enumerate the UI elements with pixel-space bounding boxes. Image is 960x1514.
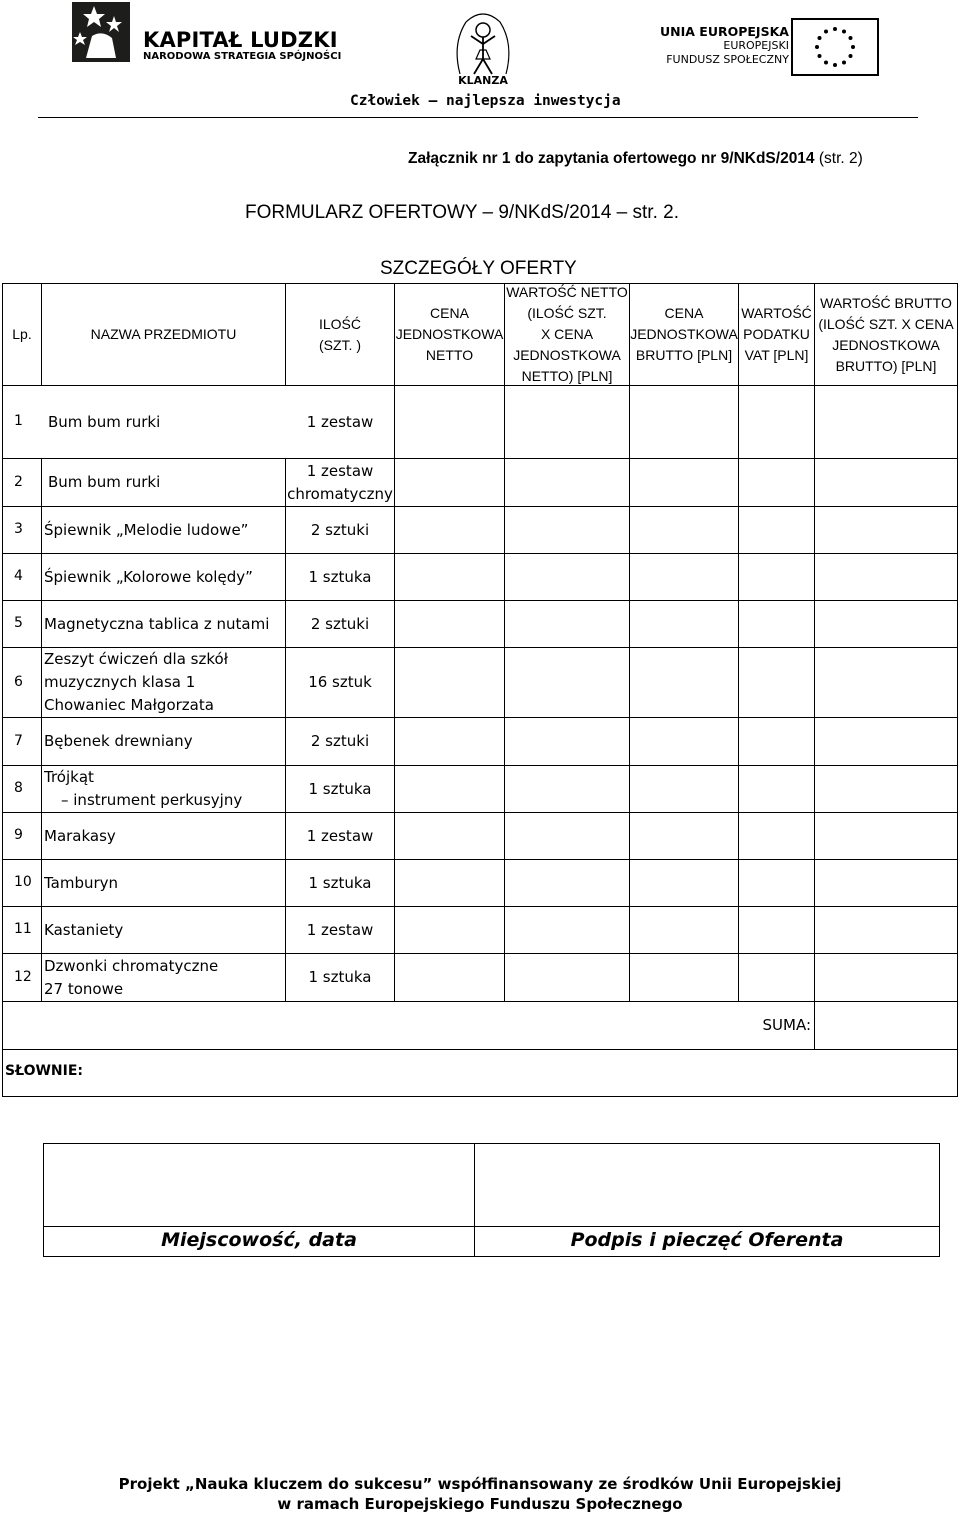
cell-vat[interactable] [738,506,815,554]
header-qty-l2: (SZT. ) [319,336,361,353]
cell-value-net[interactable] [504,717,630,766]
place-date-label: Miejscowość, data [161,1229,357,1251]
row-item-name [48,471,160,494]
cell-unit-net[interactable] [394,859,505,907]
cell-vat[interactable] [738,953,815,1002]
row-item-name-line: Śpiewnik „Melodie ludowe” [44,520,249,539]
row-item-name-line: – instrument perkusyjny [61,791,243,809]
row-lp: 5 [14,615,23,631]
header-val-gross-l1: WARTOŚĆ BRUTTO [820,294,952,311]
row-item-name [44,955,218,1001]
cell-value-net[interactable] [504,553,630,601]
words-row[interactable] [2,1049,958,1097]
cell-unit-gross[interactable] [629,859,739,907]
cell-value-gross[interactable] [814,506,958,554]
sum-row-label-cell [2,1001,815,1050]
header-name [41,283,286,386]
cell-vat[interactable] [738,553,815,601]
row-quantity-line: 1 sztuka [308,779,372,798]
ue-line3: FUNDUSZ SPOŁECZNY [666,53,789,66]
header-qty-l1: ILOŚĆ [318,315,361,332]
row-quantity-line: 1 zestaw [306,920,374,939]
cell-value-net[interactable] [504,600,630,648]
tagline: Człowiek – najlepsza inwestycja [350,93,621,109]
signature-label: Podpis i pieczęć Oferenta [570,1229,844,1251]
row-quantity-line: 1 sztuka [308,873,372,892]
klanza-name: KLANZA [458,74,508,87]
header-unit-net-l2: JEDNOSTKOWA [395,326,504,342]
row-item-name-line: Tamburyn [44,873,119,892]
row-item-name [44,919,123,942]
row-quantity-line: 2 sztuki [310,614,370,633]
row-item-name-line: Magnetyczna tablica z nutami [44,614,270,633]
cell-unit-gross[interactable] [629,953,739,1002]
cell-value-gross[interactable] [814,812,958,860]
ue-line1: UNIA EUROPEJSKA [660,24,789,39]
eu-stars-icon [793,20,877,74]
eu-flag [791,18,879,76]
cell-vat[interactable] [738,859,815,907]
row-quantity [285,460,395,506]
header-val-net-l1: WARTOŚĆ NETTO [506,284,628,300]
row-quantity-line: 1 zestaw [306,412,374,431]
header-lp [2,283,42,386]
cell-value-net[interactable] [504,906,630,954]
row-quantity [285,730,395,753]
row-lp: 8 [14,780,23,796]
cell-value-gross[interactable] [814,953,958,1002]
cell-unit-net[interactable] [394,458,505,507]
header-unit-gross [629,283,739,386]
row-quantity-line: 1 sztuka [308,968,372,986]
ue-line2: EUROPEJSKI [723,39,789,52]
header-val-gross-l3: JEDNOSTKOWA [832,336,940,353]
row-item-name-line: Trójkąt [44,768,94,786]
cell-unit-gross[interactable] [629,506,739,554]
row-quantity [285,919,395,942]
cell-value-gross[interactable] [814,647,958,718]
row-item-name [44,566,253,589]
kapital-ludzki-title: KAPITAŁ LUDZKI [143,28,338,52]
signature-field[interactable] [474,1143,940,1227]
header-divider [38,117,918,118]
cell-unit-gross[interactable] [629,458,739,507]
header-unit-gross-l1: CENA [664,305,704,321]
cell-value-gross[interactable] [814,765,958,813]
cell-unit-gross[interactable] [629,717,739,766]
cell-value-gross[interactable] [814,717,958,766]
row-lp: 2 [14,473,23,490]
cell-unit-net[interactable] [394,647,505,718]
attachment-line [408,150,863,168]
row-item-name-line: Dzwonki chromatyczne [44,956,219,975]
klanza-logo [446,4,520,90]
row-item-name-line: Marakasy [44,826,116,845]
form-title: FORMULARZ OFERTOWY – 9/NKdS/2014 – str. 2. [245,202,679,223]
row-item-name [48,411,160,434]
row-item-name-line: Chowaniec Małgorzata [44,696,214,714]
cell-unit-gross[interactable] [629,812,739,860]
row-quantity [285,872,395,895]
row-quantity-line: 2 sztuki [310,732,370,750]
kapital-ludzki-logo [72,2,130,62]
row-item-name-line: Bębenek drewniany [44,732,193,750]
cell-vat[interactable] [738,458,815,507]
row-quantity-line: 1 sztuka [308,567,372,586]
cell-value-net[interactable] [504,506,630,554]
row-lp: 10 [14,874,32,890]
row-quantity-line: 1 zestaw [306,461,374,480]
words-label: SŁOWNIE: [5,1063,84,1079]
row-item-name [44,613,269,636]
cell-value-net[interactable] [504,647,630,718]
section-title: SZCZEGÓŁY OFERTY [380,258,577,279]
row-item-name-line: Bum bum rurki [48,473,161,491]
cell-unit-gross[interactable] [629,647,739,718]
cell-vat[interactable] [738,385,815,459]
cell-value-gross[interactable] [814,600,958,648]
row-item-name [44,519,248,542]
header-name-label: NAZWA PRZEDMIOTU [90,326,237,342]
row-item-name-line: muzycznych klasa 1 [44,673,196,691]
row-item-name-line: Śpiewnik „Kolorowe kolędy” [44,567,253,586]
header-qty [285,283,395,386]
cell-unit-net[interactable] [394,717,505,766]
header-value-gross [814,283,958,386]
header-unit-net [394,283,505,386]
row-quantity-line: 2 sztuki [310,520,370,539]
kapital-ludzki-subtitle: NARODOWA STRATEGIA SPÓJNOŚCI [143,51,342,62]
header-lp-label: Lp. [12,326,32,342]
row-quantity [285,411,395,434]
header-val-net-l3: X CENA [540,326,594,342]
cell-value-gross[interactable] [814,553,958,601]
row-quantity-line: chromatyczny [287,484,393,503]
row-lp: 6 [14,673,23,690]
row-lp: 4 [14,568,23,584]
cell-value-net[interactable] [504,859,630,907]
row-quantity [285,671,395,694]
cell-vat[interactable] [738,812,815,860]
header-unit-net-l3: NETTO [425,347,474,363]
cell-unit-gross[interactable] [629,765,739,813]
cell-unit-net[interactable] [394,906,505,954]
row-quantity [285,566,395,589]
row-quantity [285,966,395,989]
ue-text-block [660,25,789,67]
row-lp: 11 [14,921,32,937]
attachment-page: (str. 2) [814,150,863,167]
cell-unit-net[interactable] [394,600,505,648]
row-quantity-line: 16 sztuk [308,673,372,691]
footer-line1: Projekt „Nauka kluczem do sukcesu” współfinansowany ze środków Unii Europejskiej [118,1475,842,1493]
row-lp: 12 [14,968,32,985]
cell-vat[interactable] [738,765,815,813]
row-quantity [285,519,395,542]
row-item-name-line: Bum bum rurki [48,412,161,431]
header-val-net-l5: NETTO) [PLN] [521,368,613,384]
row-lp: 9 [14,827,23,843]
row-item-name-line: Kastaniety [44,920,124,939]
row-item-name [44,825,116,848]
cell-unit-gross[interactable] [629,553,739,601]
attachment-bold: Załącznik nr 1 do zapytania ofertowego nr 9/NKdS/2014 [408,150,815,167]
row-quantity [285,613,395,636]
row-lp: 1 [14,413,23,429]
cell-value-gross[interactable] [814,458,958,507]
cell-vat[interactable] [738,717,815,766]
kapital-ludzki-emblem-icon [72,2,130,62]
footer [0,1474,960,1514]
header-unit-net-l1: CENA [430,305,469,321]
cell-value-gross[interactable] [814,385,958,459]
cell-unit-net[interactable] [394,953,505,1002]
row-quantity [285,778,395,801]
header-vat-l3: VAT [PLN] [744,347,809,363]
sum-label: SUMA: [762,1016,811,1034]
place-date-field[interactable] [43,1143,475,1227]
footer-line2: w ramach Europejskiego Funduszu Społecznego [277,1495,683,1513]
cell-unit-gross[interactable] [629,906,739,954]
cell-unit-gross[interactable] [629,385,739,459]
row-lp: 7 [14,732,23,749]
row-quantity [285,825,395,848]
sum-value-cell[interactable] [814,1001,958,1050]
cell-value-gross[interactable] [814,859,958,907]
header-vat-l1: WARTOŚĆ [741,305,812,321]
header-val-net-l2: (ILOŚĆ SZT. [527,305,607,321]
row-item-name [44,872,118,895]
header-unit-gross-l2: JEDNOSTKOWA [630,326,738,342]
row-lp: 3 [14,521,23,537]
cell-unit-net[interactable] [394,812,505,860]
cell-unit-net[interactable] [394,765,505,813]
header-unit-gross-l3: BRUTTO [PLN] [635,347,733,363]
cell-value-net[interactable] [504,953,630,1002]
cell-value-net[interactable] [504,385,630,459]
cell-value-gross[interactable] [814,906,958,954]
header-value-net [504,283,630,386]
cell-unit-net[interactable] [394,553,505,601]
row-item-name [44,766,242,812]
row-item-name [44,730,193,753]
cell-vat[interactable] [738,906,815,954]
cell-value-net[interactable] [504,765,630,813]
header-val-net-l4: JEDNOSTKOWA [513,347,621,363]
cell-unit-net[interactable] [394,385,505,459]
header-val-gross-l2: (ILOŚĆ SZT. X CENA [818,315,954,332]
cell-unit-net[interactable] [394,506,505,554]
header-vat-l2: PODATKU [743,326,810,342]
row-item-name [44,648,228,717]
row-quantity-line: 1 zestaw [306,826,374,845]
cell-vat[interactable] [738,600,815,648]
cell-value-net[interactable] [504,458,630,507]
row-item-name-line: Zeszyt ćwiczeń dla szkół [44,650,228,668]
cell-vat[interactable] [738,647,815,718]
row-item-name-line: 27 tonowe [44,979,124,998]
header-val-gross-l4: BRUTTO) [PLN] [835,357,937,374]
header-vat [738,283,815,386]
cell-unit-gross[interactable] [629,600,739,648]
cell-value-net[interactable] [504,812,630,860]
